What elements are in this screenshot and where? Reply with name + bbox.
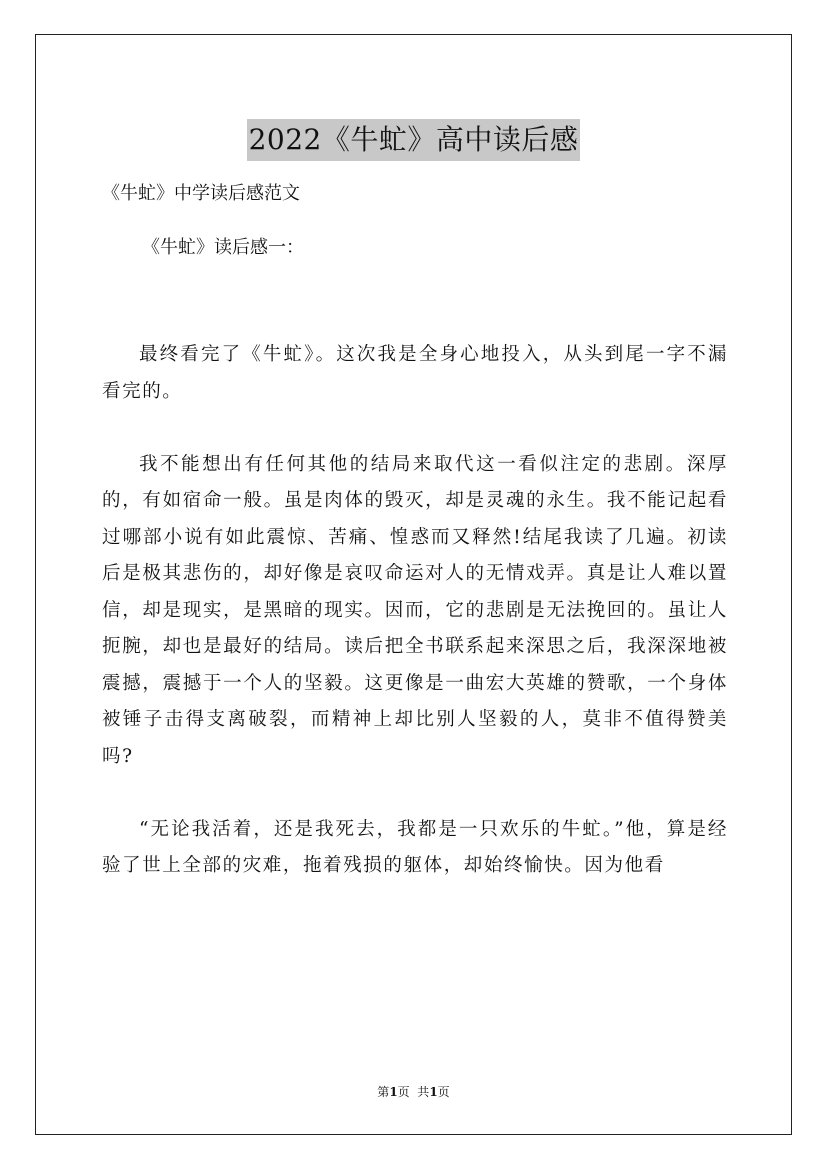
title-container	[0, 100, 827, 180]
footer-page-total: 1	[429, 1085, 438, 1099]
footer-page-suffix: 页	[437, 1085, 450, 1099]
paragraph-1: 最终看完了《牛虻》。这次我是全身心地投入，从头到尾一字不漏看完的。	[102, 344, 728, 402]
paragraph-2: 我不能想出有任何其他的结局来取代这一看似注定的悲剧。深厚的，有如宿命一般。虽是肉体的毁灭，却是灵魂的永生。我不能记起看过哪部小说有如此震惊、苦痛、惶惑而又释然!结尾我读了几遍。初读后是极其悲伤的，却好像是哀叹命运对人的无情戏弄。真是让人难以置信，却是现实，是黑暗的现实。因而，它的悲剧是无法挽回的。虽让人扼腕，却也是最好的结局。读后把全书联系起来深思之后，我深深地被震撼，震撼于一个人的坚毅。这更像是一曲宏大英雄的赞歌，一个身体被锤子击得支离破裂，而精神上却比别人坚毅的人，莫非不值得赞美吗?	[102, 453, 728, 767]
paragraph-3: “无论我活着，还是我死去，我都是一只欢乐的牛虻。”他，算是经验了世上全部的灾难，拖着残损的躯体，却始终愉快。因为他看	[102, 818, 728, 876]
document-subtitle: 《牛虻》中学读后感范文	[102, 183, 300, 204]
document-title: 2022《牛虻》高中读后感	[247, 119, 581, 161]
body-text	[102, 337, 728, 885]
footer-page-current: 1	[389, 1085, 398, 1099]
section-heading: 《牛虻》读后感一：	[142, 237, 304, 258]
footer-page-prefix: 第	[377, 1085, 390, 1099]
page-footer	[0, 1084, 827, 1100]
footer-page-mid: 页 共	[397, 1085, 430, 1099]
